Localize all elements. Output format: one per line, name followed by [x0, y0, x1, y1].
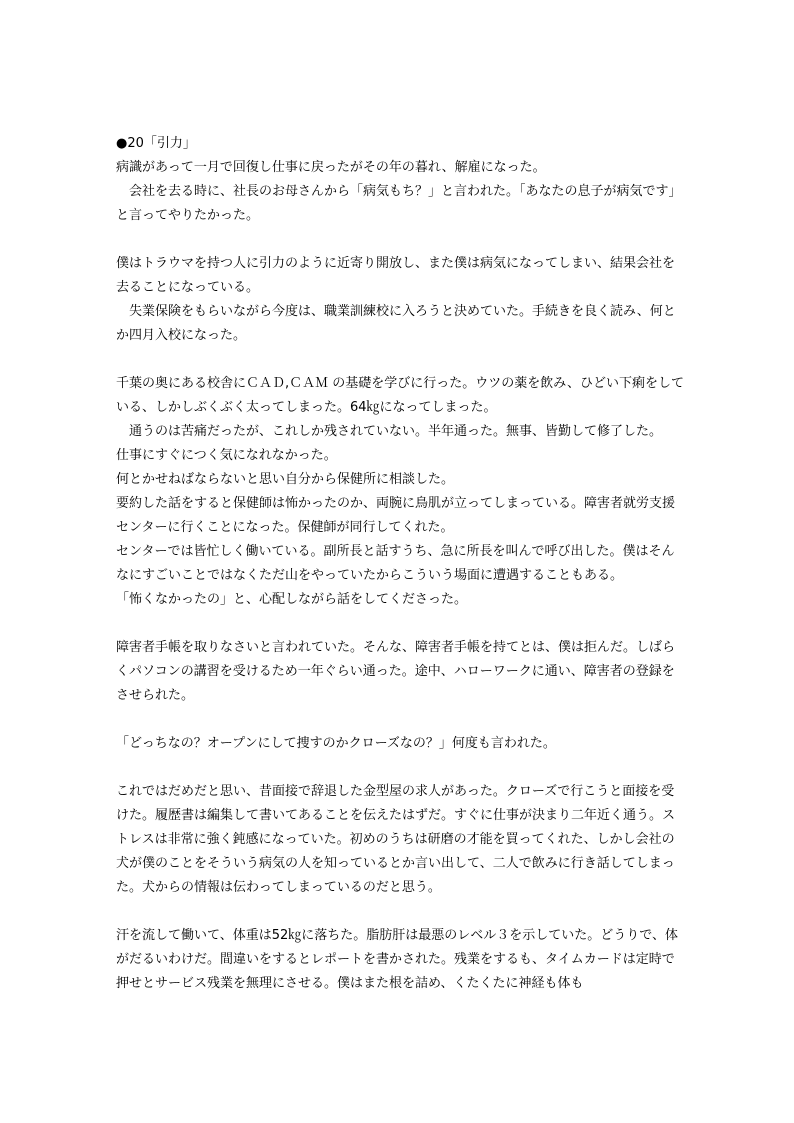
paragraph-gap — [116, 348, 686, 372]
paragraph-gap — [116, 900, 686, 924]
paragraph: 仕事にすぐにつく気になれなかった。 — [116, 448, 337, 463]
paragraph: センターでは皆忙しく働いている。副所長と話すうち、急に所長を叫んで呼び出した。僕はそんなにすごいことではなくただ山をやっていたからこういう場面に遭遇することもある。 — [116, 544, 675, 583]
paragraph: 僕はトラウマを持つ人に引力のように近寄り開放し、また僕は病気になってしまい、結果会社を去ることになっている。 — [116, 256, 676, 295]
paragraph: 病識があって一月で回復し仕事に戻ったがその年の暮れ、解雇になった。 — [116, 160, 546, 175]
paragraph-gap — [116, 756, 686, 780]
paragraph-gap — [116, 612, 686, 636]
paragraph: 障害者手帳を取りなさいと言われていた。そんな、障害者手帳を持てとは、僕は拒んだ。しばらくパソコンの講習を受けるため一年ぐらい通った。途中、ハローワークに通い、障害者の登録をさせられた。 — [116, 640, 676, 703]
document-body — [116, 132, 686, 996]
section-heading: ●20「引力」 — [116, 136, 196, 151]
paragraph-gap — [116, 708, 686, 732]
paragraph: 要約した話をすると保健師は怖かったのか、両腕に鳥肌が立ってしまっている。障害者就労支援センターに行くことになった。保健師が同行してくれた。 — [116, 496, 676, 535]
paragraph: 会社を去る時に、社長のお母さんから「病気もち？」と言われた。「あなたの息子が病気です」と言ってやりたかった。 — [116, 184, 682, 223]
paragraph: 「どっちなの？オープンにして捜すのかクローズなの？」何度も言われた。 — [116, 736, 556, 751]
paragraph: 汗を流して働いて、体重は52㎏に落ちた。脂肪肝は最悪のレベル３を示していた。どうりで、体がだるいわけだ。間違いをするとレポートを書かされた。残業をするも、タイムカードは定時で押せとサービス残業を無理にさせる。僕はまた根を詰め、くたくたに神経も体も — [116, 928, 679, 991]
paragraph: 何とかせねばならないと思い自分から保健所に相談した。 — [116, 472, 455, 487]
paragraph: 通うのは苦痛だったが、これしか残されていない。半年通った。無事、皆勤して修了した。 — [116, 424, 663, 439]
paragraph: これではだめだと思い、昔面接で辞退した金型屋の求人があった。クローズで行こうと面接を受けた。履歴書は編集して書いてあることを伝えたはずだ。すぐに仕事が決まり二年近く通う。ストレスは非常に強く鈍感になっていた。初めのうちは研磨の才能を買ってくれた、しかし会社の犬が僕のことをそういう病気の人を知っているとか言い出して、二人で飲みに行き話してしまった。犬からの情報は伝わってしまっているのだと思う。 — [116, 784, 676, 895]
paragraph: 失業保険をもらいながら今度は、職業訓練校に入ろうと決めていた。手続きを良く読み、何とか四月入校になった。 — [116, 304, 676, 343]
paragraph: 「怖くなかったの」と、心配しながら話をしてくださった。 — [116, 592, 468, 607]
paragraph-gap — [116, 228, 686, 252]
paragraph: 千葉の奥にある校舎にＣＡＤ,ＣＡＭ の基礎を学びに行った。ウツの薬を飲み、ひどい下痢をしている、しかしぶくぶく太ってしまった。64㎏になってしまった。 — [116, 376, 685, 415]
